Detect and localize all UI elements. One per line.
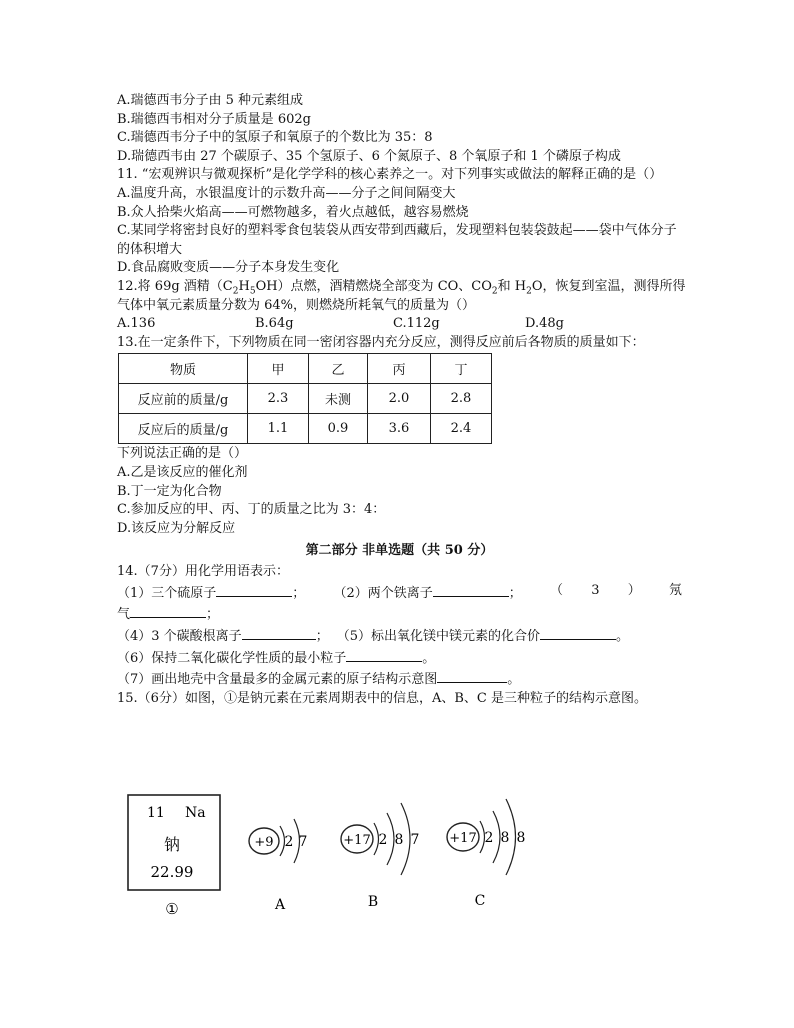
q14-p7-label: （7）画出地壳中含量最多的金属元素的原子结构示意图 [117,672,438,688]
atom-diagram-c [447,799,525,909]
q12-options [117,315,682,334]
q12-stem-c: OH）点燃，酒精燃烧全部变为 CO、CO [255,278,492,294]
table-cell: 2.3 [248,384,309,414]
q14-part-1 [117,582,305,604]
q15-stem: 15.（6分）如图，①是钠元素在元素周期表中的信息，A、B、C 是三种粒子的结构示意图。 [117,690,647,706]
q12-stem-d: 和 H [497,278,527,294]
table-cell: 1.1 [248,414,309,444]
answer-blank[interactable] [437,668,507,683]
q10-option-a: A.瑞德西韦分子由 5 种元素组成 [117,93,304,108]
q10-option-d: D.瑞德西韦由 27 个碳原子、35 个氢原子、6 个氮原子、8 个氧原子和 1 个磷原子构成 [117,148,621,164]
q12-option-b: B.64g [255,316,294,332]
table-cell: 反应后的质量/g [119,414,248,444]
q14-row-4 [117,647,682,669]
atom-diagram-a [249,819,307,913]
answer-blank[interactable] [130,603,206,618]
section-title: 第二部分 非单选题（共 50 分） [305,543,494,559]
q11-option-b: B.众人拾柴火焰高——可燃物越多，着火点越低，越容易燃烧 [117,204,469,220]
shell-electrons: 8 [500,830,510,846]
q14-p1-end: ； [292,585,306,601]
q12-option-c: C.112g [393,316,440,332]
atom-label: B [367,894,379,910]
q13-option-b: B.丁一定为化合物 [117,483,222,499]
table-header-cell: 乙 [309,354,368,384]
answer-blank[interactable] [242,625,316,640]
q14-p3c: ） [627,582,641,598]
q12-stem-2: 气体中氧元素质量分数为 64%，则燃烧所耗氧气的质量为（） [117,297,476,313]
q12-sub2: 5 [249,286,256,297]
q12-stem-b: H [238,278,250,294]
q11-option-c: C.某同学将密封良好的塑料零食包装袋从西安带到西藏后，发现塑料包装袋鼓起——袋中气体分子的体积增大 [117,223,677,257]
atom-label: A [274,897,286,913]
q12-stem-a: 12.将 69g 酒精（C [117,278,233,294]
q14-p2-label: （2）两个铁离子 [333,585,433,601]
q11-option-d: D.食品腐败变质——分子本身发生变化 [117,260,340,276]
q12-stem-e: O，恢复到室温，测得所得 [531,278,686,294]
q14-row-5 [117,668,682,690]
q10-option-b: B.瑞德西韦相对分子质量是 602g [117,111,311,127]
q14-p7-end: 。 [507,672,521,688]
q14-p2-end: ； [508,585,522,601]
q14-row-2 [117,603,682,625]
shell-electrons: 2 [378,832,388,848]
table-header-cell: 甲 [248,354,309,384]
q12-sub1: 2 [232,286,239,297]
q14-p5-label: （5）标出氧化镁中镁元素的化合价 [336,629,540,645]
table-cell: 2.4 [431,414,492,444]
nucleus-charge: +9 [254,835,274,850]
table-cell: 3.6 [368,414,431,444]
element-mass: 22.99 [150,863,194,881]
answer-blank[interactable] [433,582,509,597]
table-cell: 2.0 [368,384,431,414]
q14-row-1 [117,582,682,604]
atom-label: C [474,893,486,909]
q13-option-c: C.参加反应的甲、丙、丁的质量之比为 3：4： [117,502,386,518]
q15-figure [127,793,567,918]
shell-electrons: 8 [394,832,404,848]
q13-option-d: D.该反应为分解反应 [117,520,236,536]
table-header-cell: 丙 [368,354,431,384]
q14-part-2 [334,582,522,604]
q12-sub4: 2 [526,286,532,297]
q14-p4-label: （4）3 个碳酸根离子 [117,629,242,645]
nucleus-charge: +17 [343,833,371,848]
q14-p6-end: 。 [422,650,436,666]
q13-option-a: A.乙是该反应的催化剂 [117,464,248,480]
figure-caption-1: ① [165,900,179,918]
q14-p1-label: （1）三个硫原子 [117,585,217,601]
q14-p3d: 氖 [668,582,682,598]
element-symbol: Na [185,805,206,821]
element-number: 11 [147,805,165,821]
q12-option-a: A.136 [117,316,156,332]
shell-electrons: 2 [484,830,494,846]
q14-p5-end: 。 [615,629,629,645]
answer-blank[interactable] [540,625,616,640]
table-row [119,414,492,444]
exam-page [117,92,686,708]
q13-stem: 13.在一定条件下，下列物质在同一密闭容器内充分反应，测得反应前后各物质的质量如下： [117,334,645,350]
table-cell: 未测 [309,384,368,414]
q11-stem: 11. “宏观辨识与微观探析”是化学学科的核心素养之一。对下列事实或做法的解释正确的是（） [117,167,663,183]
answer-blank[interactable] [346,647,422,662]
table-header-cell: 物质 [119,354,248,384]
table-cell: 0.9 [309,414,368,444]
mass-table [118,353,492,444]
q13-after: 下列说法正确的是（） [117,446,248,462]
shell-electrons: 7 [410,832,420,848]
atom-diagram-b [341,803,419,910]
table-cell: 2.8 [431,384,492,414]
q12-sub3: 2 [491,286,498,297]
answer-blank[interactable] [216,582,292,597]
table-header-cell: 丁 [431,354,492,384]
q14-p6-label: （6）保持二氧化碳化学性质的最小粒子 [117,650,347,666]
shell-electrons: 7 [298,834,308,850]
q12-stem [117,278,686,297]
element-name: 钠 [163,835,181,854]
q14-row-3 [117,625,682,647]
q14-p3a: （ [550,582,564,598]
q14-p3-end: ； [206,607,220,623]
q10-option-c: C.瑞德西韦分子中的氢原子和氧原子的个数比为 35：8 [117,130,433,146]
nucleus-charge: +17 [449,831,477,846]
shell-electrons: 8 [516,830,526,846]
q14-p4-end: ； [315,629,329,645]
q14-p3e: 气 [117,607,131,623]
table-cell: 反应前的质量/g [119,384,248,414]
q14-stem: 14.（7分）用化学用语表示： [117,564,289,580]
table-row [119,384,492,414]
q12-option-d: D.48g [525,316,564,332]
q14-p3b: 3 [591,582,600,598]
q11-option-a: A.温度升高，水银温度计的示数升高——分子之间间隔变大 [117,185,456,201]
shell-electrons: 2 [284,834,294,850]
table-header-row [119,354,492,384]
